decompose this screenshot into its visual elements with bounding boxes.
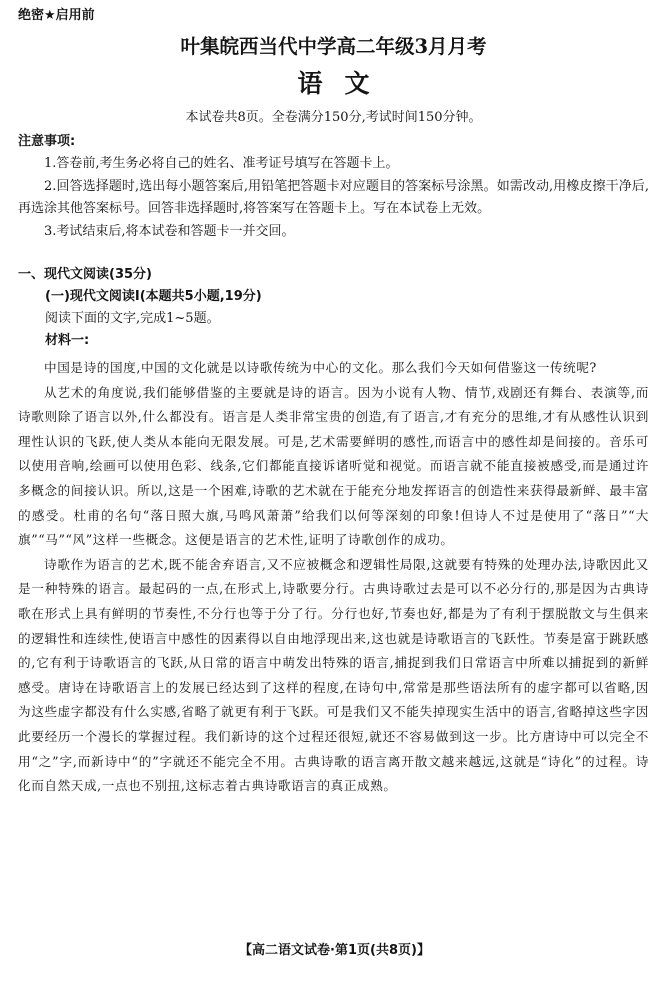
passage-paragraph: 中国是诗的国度,中国的文化就是以诗歌传统为中心的文化。那么我们今天如何借鉴这一传统呢? [44, 360, 597, 375]
subject-title: 语文 [297, 69, 392, 98]
material-label: 材料一: [45, 333, 90, 348]
passage-body [18, 356, 649, 799]
notice-item: 1.答卷前,考生务必将自己的姓名、准考证号填写在答题卡上。 [44, 156, 399, 171]
passage-paragraph: 从艺术的角度说,我们能够借鉴的主要就是诗的语言。因为小说有人物、情节,戏剧还有舞台、表演等,而诗歌则除了语言以外,什么都没有。语言是人类非常宝贵的创造,有了语言,才有充分的思维,才有从感性认识到理性认识的飞跃,使人类从本能向无限发展。可是,艺术需要鲜明的感性,而语言中的感性却是间接的。音乐可以使用音响,绘画可以使用色彩、线条,它们都能直接诉诸听觉和视觉。而语言就不能直接被感受,而是通过许多概念的间接认识。所以,这是一个困难,诗歌的艺术就在于能充分地发挥语言的创造性来获得最新鲜、最丰富的感受。杜甫的名句“落日照大旗,马鸣风萧萧”给我们以何等深刻的印象!但诗人不过是使用了“落日”“大旗”“马”“风”这样一些概念。这便是语言的艺术性,证明了诗歌创作的成功。 [18, 384, 649, 548]
reading-instruction: 阅读下面的文字,完成1~5题。 [45, 311, 220, 326]
section-heading: 一、现代文阅读(35分) [18, 267, 152, 282]
subsection-heading: (一)现代文阅读Ⅰ(本题共5小题,19分) [45, 289, 262, 304]
notice-item: 2.回答选择题时,选出每小题答案后,用铅笔把答题卡对应题目的答案标号涂黑。如需改动,用橡皮擦干净后,再选涂其他答案标号。回答非选择题时,将答案写在答题卡上。写在本试卷上无效。 [18, 178, 649, 216]
passage-paragraph: 诗歌作为语言的艺术,既不能舍弃语言,又不应被概念和逻辑性局限,这就要有特殊的处理办法,诗歌因此又是一种特殊的语言。最起码的一点,在形式上,诗歌要分行。古典诗歌过去是可以不必分行的,那是因为古典诗歌在形式上具有鲜明的节奏性,不分行也等于分了行。分行也好,节奏也好,都是为了有利于摆脱散文与生俱来的逻辑性和连续性,使语言中感性的因素得以自由地浮现出来,这也就是诗歌语言的飞跃性。节奏是富于跳跃感的,它有利于诗歌语言的飞跃,从日常的语言中萌发出特殊的语言,捕捉到我们日常语言中所难以捕捉到的新鲜感受。唐诗在诗歌语言上的发展已经达到了这样的程度,在诗句中,常常是那些语法所有的虚字都可以省略,因为这些虚字都没有什么实感,省略了就更有利于飞跃。可是我们又不能失掉现实生活中的语言,省略掉这些字因此要经历一个漫长的掌握过程。我们新诗的这个过程还很短,就还不容易做到这一步。比方唐诗中可以完全不用“之”字,而新诗中“的”字就还不能完全不用。古典诗歌的语言离开散文越来越远,这就是“诗化”的过程。诗化而自然天成,一点也不别扭,这标志着古典诗歌语言的真正成熟。 [18, 556, 649, 794]
notice-heading: 注意事项: [18, 134, 76, 149]
page-footer: 【高二语文试卷·第1页(共8页)】 [239, 943, 430, 958]
exam-info: 本试卷共8页。全卷满分150分,考试时间150分钟。 [185, 110, 482, 125]
exam-title: 叶集皖西当代中学高二年级3月月考 [180, 35, 487, 58]
secret-label: 绝密★启用前 [18, 8, 95, 23]
notice-item: 3.考试结束后,将本试卷和答题卡一并交回。 [44, 223, 295, 239]
